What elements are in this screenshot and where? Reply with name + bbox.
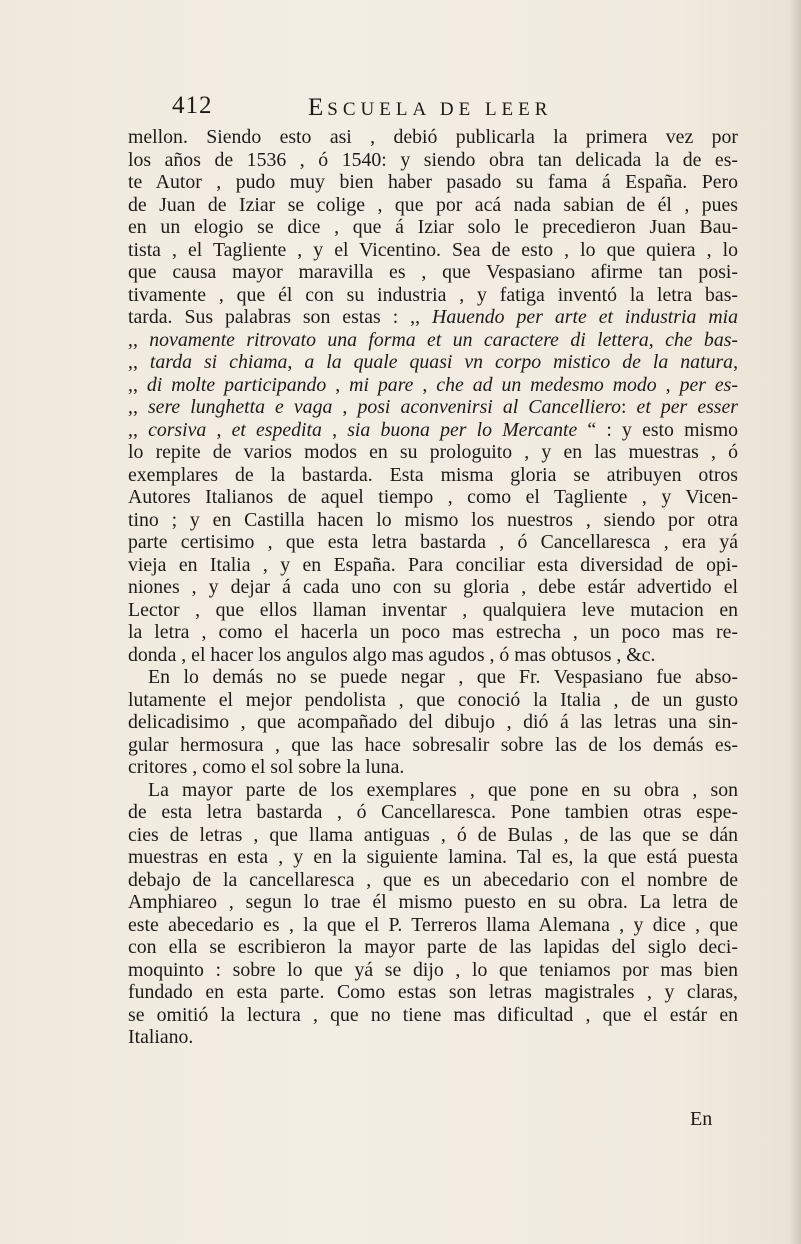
text-segment: lo repite de varios modos en su prologuito , y en las muestras , ó <box>128 441 738 463</box>
text-segment: tino ; y en Castilla hacen lo mismo los nuestros , siendo por otra <box>128 508 738 531</box>
text-line <box>128 734 738 757</box>
text-segment: la letra , como el hacerla un poco mas estrecha , un poco mas re- <box>128 621 738 643</box>
text-segment: los años de 1536 , ó 1540: y siendo obra tan delicada la de es- <box>128 148 738 171</box>
text-line <box>128 824 738 847</box>
page-header <box>172 92 732 122</box>
text-segment: , <box>321 418 348 441</box>
text-line <box>128 914 738 937</box>
text-line <box>128 554 738 577</box>
text-line <box>128 419 738 442</box>
text-line <box>128 599 738 622</box>
text-segment: de Juan de Iziar se colige , que por acá nada sabian de él , pues <box>128 193 738 216</box>
text-segment: , <box>326 373 350 396</box>
text-line <box>128 284 738 307</box>
text-line <box>128 329 738 352</box>
running-head-initial: E <box>308 94 328 121</box>
body-text <box>128 126 738 1049</box>
text-segment: Autores Italianos de aquel tiempo , como el Tagliente , y Vicen- <box>128 486 738 508</box>
text-segment: que causa mayor maravilla es , que Vespasiano afirme tan posi- <box>128 261 738 283</box>
italic-quote-segment: a la quale quasi vn corpo mistico de la natura <box>304 351 734 373</box>
text-segment: niones , y dejar á cada uno con su gloria , debe estár advertido el <box>128 576 738 598</box>
text-line <box>128 891 738 914</box>
text-segment: , <box>287 351 305 373</box>
running-head <box>308 94 552 122</box>
text-line <box>128 1026 738 1049</box>
text-segment: critores , como el sol sobre la luna. <box>128 756 405 778</box>
text-segment: , <box>332 396 358 418</box>
italic-quote-segment: tarda si chiama <box>149 351 288 373</box>
text-segment: tista , el Tagliente , y el Vicentino. Sea de esto , lo que quiera , lo <box>128 238 738 261</box>
text-line <box>128 959 738 982</box>
italic-quote-segment: che bas- <box>665 328 738 351</box>
italic-quote-segment: che ad un medesmo modo <box>436 373 657 396</box>
text-segment: , <box>733 351 739 373</box>
text-segment: se omitió la lectura , que no tiene mas dificultad , que el estár en <box>128 1003 738 1026</box>
text-line <box>128 441 738 464</box>
text-line <box>128 149 738 172</box>
text-segment: tarda. Sus palabras son estas : ,, <box>128 306 433 328</box>
text-segment: delicadisimo , que acompañado del dibujo , dió á las letras una sin- <box>128 711 738 733</box>
text-segment: debajo de la cancellaresca , que es un abecedario con el nombre de <box>128 868 738 891</box>
text-line <box>128 261 738 284</box>
text-segment: “ : y esto mismo <box>577 418 738 441</box>
text-line <box>128 126 738 149</box>
text-segment: La mayor parte de los exemplares , que pone en su obra , son <box>148 778 738 801</box>
text-segment: vieja en Italia , y en España. Para conciliar esta diversidad de opi- <box>128 553 738 576</box>
text-segment: en un elogio se dice , que á Iziar solo le precedieron Juan Bau- <box>128 216 738 238</box>
italic-quote-segment: sia buona per lo Mercante <box>347 418 578 441</box>
text-segment: tivamente , que él con su industria , y fatiga inventó la letra bas- <box>128 283 738 306</box>
text-line <box>128 644 738 667</box>
text-segment: muestras en esta , y en la siguiente lamina. Tal es, la que está puesta <box>128 846 738 868</box>
catchword: En <box>690 1108 713 1130</box>
text-segment: ,, <box>128 418 149 441</box>
italic-quote-segment: Hauendo per arte et industria mia <box>432 306 739 328</box>
text-line <box>128 171 738 194</box>
text-segment: fundado en esta parte. Como estas son letras magistrales , y claras, <box>128 981 738 1003</box>
text-segment: con ella se escribieron la mayor parte de las lapidas del siglo deci- <box>128 936 738 958</box>
text-segment: exemplares de la bastarda. Esta misma gloria se atribuyen otros <box>128 463 738 486</box>
text-line <box>128 509 738 532</box>
page-number: 412 <box>172 92 213 119</box>
italic-quote-segment: per es- <box>679 373 738 396</box>
text-segment: de esta letra bastarda , ó Cancellaresca. Pone tambien otras espe- <box>128 801 738 823</box>
text-segment: : <box>620 396 637 418</box>
italic-quote-segment: di molte participando <box>146 373 327 396</box>
text-line <box>128 374 738 397</box>
text-segment: donda , el hacer los angulos algo mas agudos , ó mas obtusos , &c. <box>128 643 656 666</box>
text-segment: lutamente el mejor pendolista , que conoció la Italia , de un gusto <box>128 688 738 711</box>
text-segment: moquinto : sobre lo que yá se dijo , lo que teniamos por mas bien <box>128 958 738 981</box>
text-segment: , <box>648 328 666 351</box>
text-line <box>128 869 738 892</box>
text-line <box>128 531 738 554</box>
text-segment: , <box>206 418 232 441</box>
text-segment: parte certisimo , que esta letra bastarda , ó Cancellaresca , era yá <box>128 531 738 553</box>
text-segment: ,, <box>128 373 147 396</box>
text-segment: Italiano. <box>128 1026 194 1048</box>
text-line <box>128 846 738 869</box>
running-head-text: SCUELA DE LEER <box>327 99 553 120</box>
text-segment: En lo demás no se puede negar , que Fr. Vespasiano fue abso- <box>148 666 738 688</box>
text-line <box>128 936 738 959</box>
text-line <box>128 621 738 644</box>
text-line <box>128 981 738 1004</box>
text-segment: cies de letras , que llama antiguas , ó de Bulas , de las que se dán <box>128 823 738 846</box>
text-segment: ,, <box>128 396 148 418</box>
text-line <box>128 351 738 374</box>
italic-quote-segment: et espedita <box>231 418 322 441</box>
italic-quote-segment: corsiva <box>148 418 207 441</box>
text-line <box>128 396 738 419</box>
text-segment: este abecedario es , la que el P. Terreros llama Alemana , y dice , que <box>128 913 738 936</box>
text-segment: gular hermosura , que las hace sobresalir sobre las de los demás es- <box>128 733 738 756</box>
text-line <box>128 711 738 734</box>
text-line <box>128 779 738 802</box>
italic-quote-segment: novamente ritrovato una forma et un caractere di lettera <box>149 328 649 351</box>
text-line <box>128 1004 738 1027</box>
text-line <box>128 486 738 509</box>
text-segment: ,, <box>128 328 150 351</box>
italic-quote-segment: sere lunghetta e vaga <box>147 396 333 418</box>
italic-quote-segment: posi aconvenirsi al Cancelliero <box>357 396 621 418</box>
text-line <box>128 756 738 779</box>
text-line <box>128 239 738 262</box>
text-line <box>128 306 738 329</box>
text-line <box>128 194 738 217</box>
text-segment: Amphiareo , segun lo trae él mismo puesto en su obra. La letra de <box>128 891 738 913</box>
text-line <box>128 216 738 239</box>
text-segment: ,, <box>128 351 150 373</box>
page-edge-shadow <box>789 0 801 1244</box>
text-line <box>128 576 738 599</box>
text-line <box>128 666 738 689</box>
text-segment: , <box>413 373 437 396</box>
text-line <box>128 689 738 712</box>
text-segment: , <box>656 373 680 396</box>
text-segment: mellon. Siendo esto asi , debió publicarla la primera vez por <box>128 126 738 148</box>
text-segment: Lector , que ellos llaman inventar , qualquiera leve mutacion en <box>128 598 738 621</box>
text-segment: te Autor , pudo muy bien haber pasado su fama á España. Pero <box>128 171 738 193</box>
text-line <box>128 801 738 824</box>
italic-quote-segment: et per esser <box>636 396 738 418</box>
italic-quote-segment: mi pare <box>349 373 414 396</box>
text-line <box>128 464 738 487</box>
